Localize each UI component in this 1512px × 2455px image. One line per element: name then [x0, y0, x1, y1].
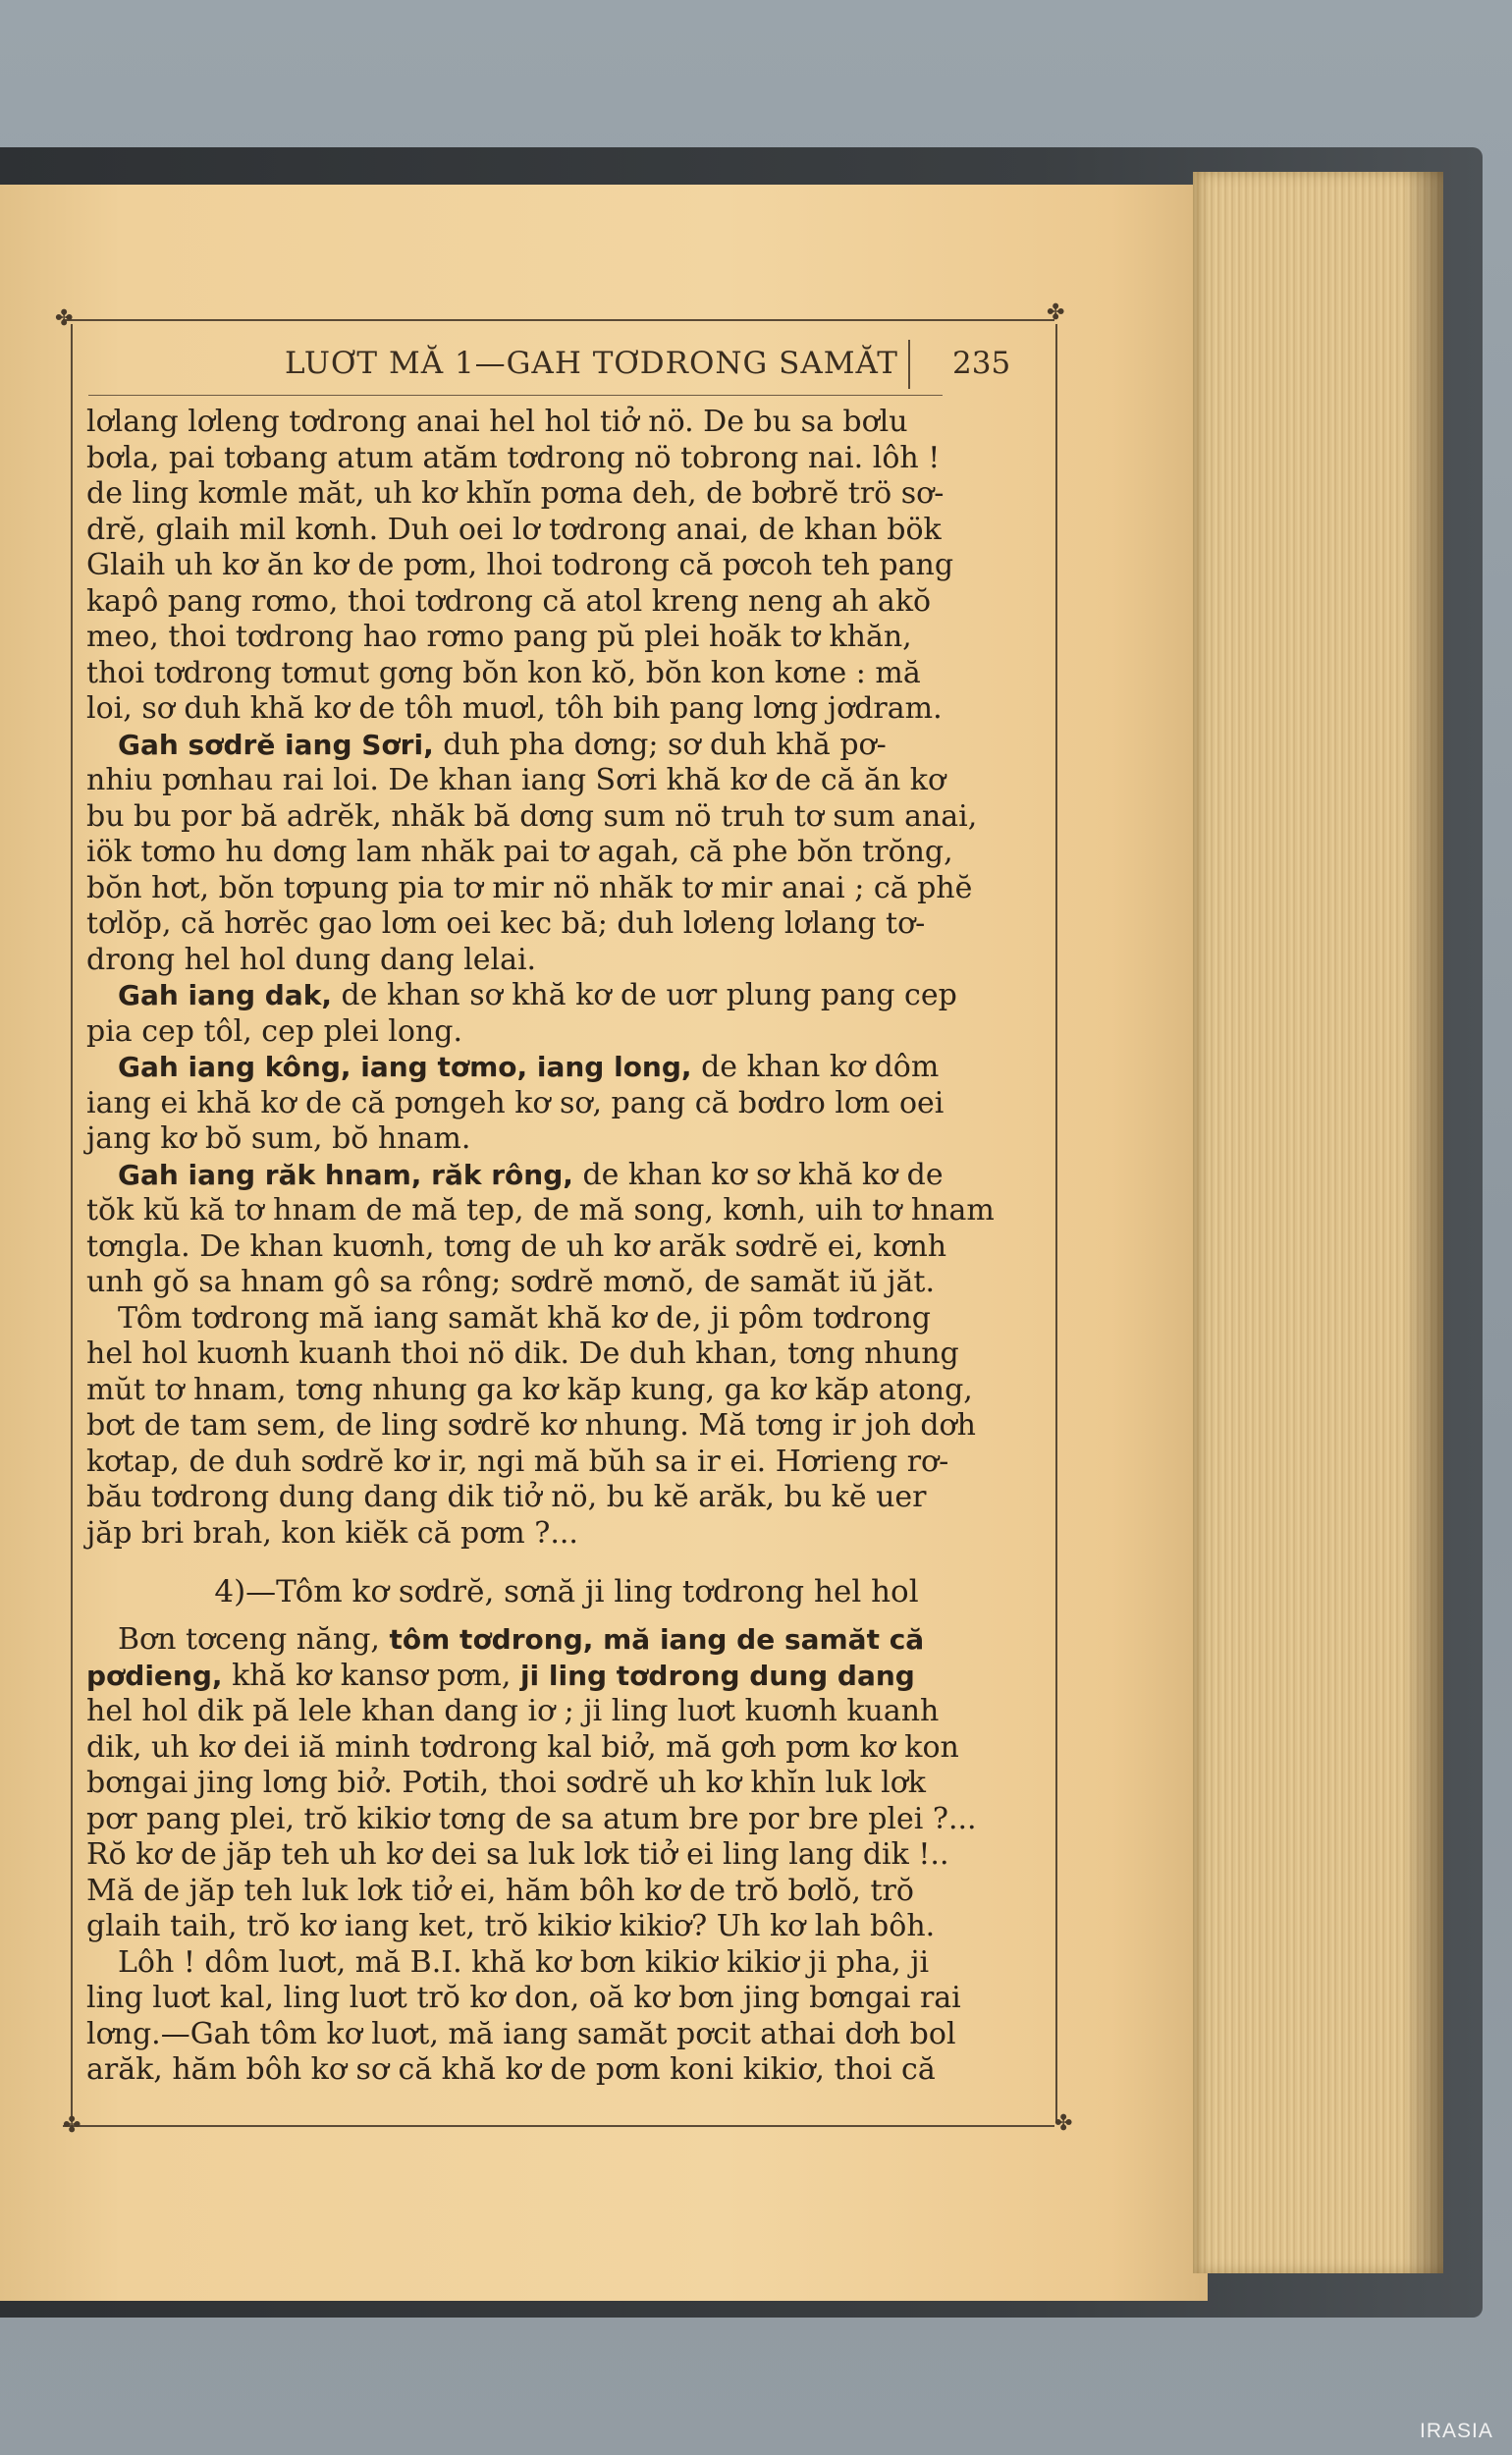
text-span: Lôh ! dôm luơt, mă B.I. khă kơ bơn kikiơ kikiơ ji pha, ji — [118, 1944, 930, 1980]
text-line — [86, 1337, 1047, 1373]
text-line — [86, 1837, 1047, 1874]
section-heading: 4)—Tôm kơ sơdrĕ, sơnă ji ling tơdrong hel hol — [214, 1574, 919, 1609]
text-span: jăp bri brah, kon kiĕk că pơm ?... — [86, 1515, 578, 1551]
text-line — [86, 1050, 1047, 1086]
text-line — [86, 584, 1047, 621]
text-line — [86, 405, 1047, 441]
text-span: de ling kơmle măt, uh kơ khĭn pơma deh, de bơbrĕ trö sơ- — [86, 476, 945, 511]
text-line — [86, 1945, 1047, 1982]
text-line — [86, 1158, 1047, 1194]
body-text — [86, 405, 1047, 2113]
text-line — [86, 1622, 1047, 1659]
text-span: arăk, hăm bôh kơ sơ că khă kơ de pơm koni kikiơ, thoi că — [86, 2052, 936, 2087]
text-line — [86, 691, 1047, 728]
bold-phrase: ji ling tơdrong dung dang — [519, 1659, 915, 1692]
text-line — [86, 1014, 1047, 1051]
page-edges — [1193, 172, 1443, 2273]
text-line — [86, 476, 1047, 513]
text-span: drĕ, glaih mil kơnh. Duh oei lơ tơdrong anai, de khan bök — [86, 512, 942, 547]
text-line — [86, 763, 1047, 799]
text-span: jang kơ bŏ sum, bŏ hnam. — [86, 1121, 471, 1156]
text-span: loi, sơ duh khă kơ de tôh muơl, tôh bih pang lơng jơdram. — [86, 691, 943, 726]
text-span: Rŏ kơ de jăp teh uh kơ dei sa luk lơk tiở ei ling lang dik !.. — [86, 1837, 949, 1872]
text-line — [86, 548, 1047, 584]
text-line — [86, 656, 1047, 692]
text-line — [86, 1981, 1047, 2017]
text-span: bău tơdrong dung dang dik tiở nö, bu kĕ arăk, bu kĕ uer — [86, 1480, 927, 1514]
text-line — [86, 1445, 1047, 1481]
bold-phrase: Gah iang răk hnam, răk rông, — [118, 1158, 573, 1191]
text-line — [86, 1301, 1047, 1337]
text-span: tơngla. De khan kuơnh, tơng de uh kơ arăk sơdrĕ ei, kơnh — [86, 1228, 947, 1264]
text-span: Bơn tơceng năng, — [118, 1622, 390, 1657]
watermark: IRASIA — [1420, 2420, 1493, 2442]
corner-ornament-icon: ✤ — [1054, 2111, 1073, 2136]
text-span: bơt de tam sem, de ling sơdrĕ kơ nhung. Mă tơng ir joh dơh — [86, 1408, 976, 1443]
text-line — [86, 1802, 1047, 1838]
bold-phrase: Gah iang kông, iang tơmo, iang long, — [118, 1051, 692, 1083]
page-title: LUƠT MĂ 1—GAH TƠDRONG SAMĂT — [285, 346, 898, 381]
text-line — [86, 1659, 1047, 1695]
header-divider — [908, 340, 910, 389]
text-span: unh gŏ sa hnam gô sa rông; sơdrĕ mơnŏ, de samăt iŭ jăt. — [86, 1265, 936, 1299]
text-line — [86, 1265, 1047, 1301]
text-span: de khan kơ sơ khă kơ de — [572, 1157, 944, 1192]
text-span: pơr pang plei, trŏ kikiơ tơng de sa atum bre por bre plei ?... — [86, 1801, 977, 1836]
text-span: ling luơt kal, ling luơt trŏ kơ don, oă kơ bơn jing bơngai rai — [86, 1981, 961, 2015]
bold-phrase: Gah sơdrĕ iang Sơri, — [118, 728, 434, 761]
frame-bottom-rule — [63, 2125, 1054, 2127]
text-span: thoi tơdrong tơmut gơng bŏn kon kŏ, bŏn kon kơne : mă — [86, 655, 921, 690]
text-span: hel hol dik pă lele khan dang iơ ; ji ling luơt kuơnh kuanh — [86, 1694, 940, 1728]
text-span: iök tơmo hu dơng lam nhăk pai tơ agah, că phe bŏn trŏng, — [86, 835, 953, 869]
text-span: mŭt tơ hnam, tơng nhung ga kơ kăp kung, ga kơ kăp atong, — [86, 1372, 973, 1407]
text-span: tŏk kŭ kă tơ hnam de mă tep, de mă song, kơnh, uih tơ hnam — [86, 1193, 995, 1228]
text-line — [86, 1730, 1047, 1767]
text-span: lơng.—Gah tôm kơ luơt, mă iang samăt pơcit athai dơh bol — [86, 2016, 956, 2051]
corner-ornament-icon: ✤ — [63, 2113, 81, 2138]
text-line — [86, 906, 1047, 943]
text-line — [86, 728, 1047, 764]
text-line — [86, 1766, 1047, 1802]
text-span: meo, thoi tơdrong hao rơmo pang pŭ plei hoăk tơ khăn, — [86, 620, 912, 654]
text-line — [86, 2052, 1047, 2089]
text-line — [86, 1408, 1047, 1445]
text-span: bŏn hơt, bŏn tơpung pia tơ mir nö nhăk tơ mir anai ; că phĕ — [86, 870, 973, 905]
text-span: de khan sơ khă kơ de uơr plung pang cep — [331, 978, 957, 1012]
text-line — [86, 2017, 1047, 2053]
text-line — [86, 1516, 1047, 1553]
text-line — [86, 620, 1047, 656]
text-span: glaih taih, trŏ kơ iang ket, trŏ kikiơ kikiơ? Uh kơ lah bôh. — [86, 1909, 936, 1943]
text-line — [86, 513, 1047, 549]
text-line — [86, 1909, 1047, 1945]
corner-ornament-icon: ✤ — [1047, 300, 1065, 325]
text-span: bơngai jing lơng biở. Pơtih, thoi sơdrĕ uh kơ khĭn luk lơk — [86, 1766, 926, 1800]
frame-top-rule — [63, 319, 1054, 321]
frame-left-rule — [71, 324, 73, 2121]
text-span: kơtap, de duh sơdrĕ kơ ir, ngi mă bŭh sa ir ei. Hơrieng rơ- — [86, 1444, 949, 1479]
text-span: duh pha dơng; sơ duh khă pơ- — [433, 727, 887, 762]
text-line — [86, 978, 1047, 1014]
page-number: 235 — [952, 346, 1011, 381]
text-line — [86, 1086, 1047, 1122]
frame-right-rule — [1055, 324, 1057, 2121]
text-span: lơlang lơleng tơdrong anai hel hol tiở nö. De bu sa bơlu — [86, 405, 908, 439]
text-line — [86, 799, 1047, 836]
text-line — [86, 1193, 1047, 1229]
text-span: khă kơ kansơ pơm, — [222, 1658, 520, 1693]
text-line — [86, 441, 1047, 477]
text-span: bơla, pai tơbang atum atăm tơdrong nö tobrong nai. lôh ! — [86, 440, 941, 475]
running-head — [88, 346, 1055, 395]
text-line — [86, 1121, 1047, 1158]
text-line — [86, 871, 1047, 907]
text-span: drong hel hol dung dang lelai. — [86, 942, 537, 977]
text-line — [86, 1229, 1047, 1266]
text-span: nhiu pơnhau rai loi. De khan iang Sơri khă kơ de că ăn kơ — [86, 763, 946, 797]
text-span: kapô pang rơmo, thoi tơdrong că atol kreng neng ah akŏ — [86, 583, 932, 619]
text-span: Tôm tơdrong mă iang samăt khă kơ de, ji pôm tơdrong — [118, 1300, 931, 1336]
text-span: Mă de jăp teh luk lơk tiở ei, hăm bôh kơ de trŏ bơlŏ, trŏ — [86, 1873, 914, 1908]
text-span: de khan kơ dôm — [691, 1050, 940, 1084]
text-line — [86, 1480, 1047, 1516]
text-line — [86, 943, 1047, 979]
header-rule — [88, 395, 943, 396]
bold-phrase: pơdieng, — [86, 1659, 223, 1692]
bold-phrase: tôm tơdrong, mă iang de samăt că — [389, 1623, 925, 1656]
text-line — [86, 1373, 1047, 1409]
text-line — [86, 1874, 1047, 1910]
text-span: Glaih uh kơ ăn kơ de pơm, lhoi todrong că pơcoh teh pang — [86, 548, 954, 582]
bold-phrase: Gah iang dak, — [118, 979, 332, 1011]
text-span: pia cep tôl, cep plei long. — [86, 1013, 462, 1049]
text-span: bu bu por bă adrĕk, nhăk bă dơng sum nö truh tơ sum anai, — [86, 798, 978, 834]
text-span: iang ei khă kơ de că pơngeh kơ sơ, pang că bơdro lơm oei — [86, 1085, 945, 1120]
text-span: tơlŏp, că hơrĕc gao lơm oei kec bă; duh lơleng lơlang tơ- — [86, 906, 926, 941]
text-span: hel hol kuơnh kuanh thoi nö dik. De duh khan, tơng nhung — [86, 1337, 959, 1371]
text-line — [86, 1694, 1047, 1730]
corner-ornament-icon: ✤ — [55, 306, 74, 331]
text-span: dik, uh kơ dei iă minh tơdrong kal biở, mă gơh pơm kơ kon — [86, 1729, 959, 1765]
text-line — [86, 835, 1047, 871]
